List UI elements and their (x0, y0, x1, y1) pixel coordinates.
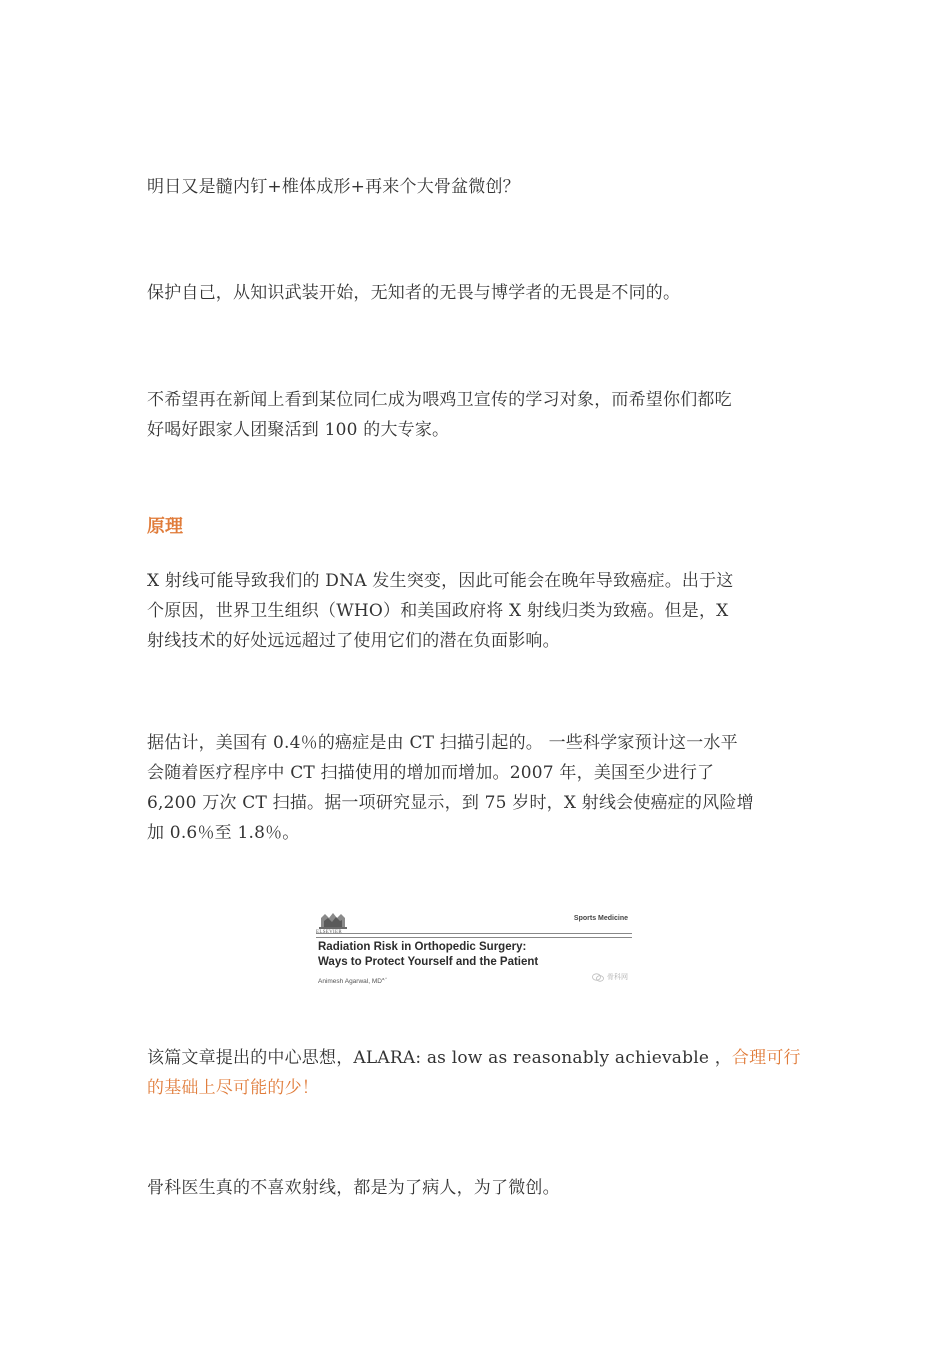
chat-bubble-icon (592, 973, 604, 982)
article-header-figure (312, 906, 636, 992)
article-title-line: Radiation Risk in Orthopedic Surgery: (318, 941, 527, 953)
paragraph-1 (147, 172, 807, 202)
paragraph-2 (147, 278, 807, 308)
paragraph-line: X 射线可能导致我们的 DNA 发生突变，因此可能会在晚年导致癌症。出于这 (147, 571, 734, 591)
paragraph-line: 明日又是髓内钉+椎体成形+再来个大骨盆微创？ (147, 177, 520, 197)
paragraph-line: 个原因，世界卫生组织（WHO）和美国政府将 X 射线归类为致癌。但是，X (147, 601, 729, 621)
watermark-text: 骨科网 (607, 973, 628, 981)
journal-name: Sports Medicine (573, 915, 628, 922)
paragraph-7 (147, 1173, 807, 1203)
divider (316, 937, 632, 938)
paragraph-line: 加 0.6％至 1.8％。 (147, 823, 300, 843)
paragraph-line: 6,200 万次 CT 扫描。据一项研究显示，到 75 岁时，X 射线会使癌症的风险增 (147, 793, 754, 813)
paragraph-line: 骨科医生真的不喜欢射线，都是为了病人，为了微创。 (147, 1178, 560, 1198)
divider (316, 933, 632, 934)
article-author: Animesh Agarwal, $MD^{a,*}$ (318, 976, 387, 986)
paragraph-line: 好喝好跟家人团聚活到 100 的大专家。 (147, 420, 450, 440)
paragraph-line: 射线技术的好处远远超过了使用它们的潜在负面影响。 (147, 631, 560, 651)
paragraph-line (147, 1043, 807, 1073)
paragraph-6 (147, 1043, 807, 1103)
paragraph-3 (147, 385, 807, 445)
paragraph-text: 该篇文章提出的中心思想，ALARA: as low as reasonably achievable ， (147, 1048, 732, 1068)
paragraph-4 (147, 566, 807, 656)
author-name: Animesh Agarwal, MD (318, 978, 382, 986)
article-title (318, 940, 538, 970)
highlighted-text: 的基础上尽可能的少！ (147, 1078, 319, 1098)
section-heading: 原理 (147, 516, 183, 537)
highlighted-text: 合理可行 (731, 1048, 801, 1068)
watermark (592, 972, 628, 982)
paragraph-line: 会随着医疗程序中 CT 扫描使用的增加而增加。2007 年，美国至少进行了 (147, 763, 715, 783)
paragraph-5 (147, 728, 807, 848)
article-title-line: Ways to Protect Yourself and the Patient (318, 956, 539, 968)
paragraph-line: 保护自己，从知识武装开始，无知者的无畏与博学者的无畏是不同的。 (147, 283, 681, 303)
paragraph-line: 据估计，美国有 0.4％的癌症是由 CT 扫描引起的。 一些科学家预计这一水平 (147, 733, 738, 753)
elsevier-logo-icon (317, 910, 349, 930)
paragraph-line: 不希望再在新闻上看到某位同仁成为喂鸡卫宣传的学习对象，而希望你们都吃 (147, 390, 732, 410)
